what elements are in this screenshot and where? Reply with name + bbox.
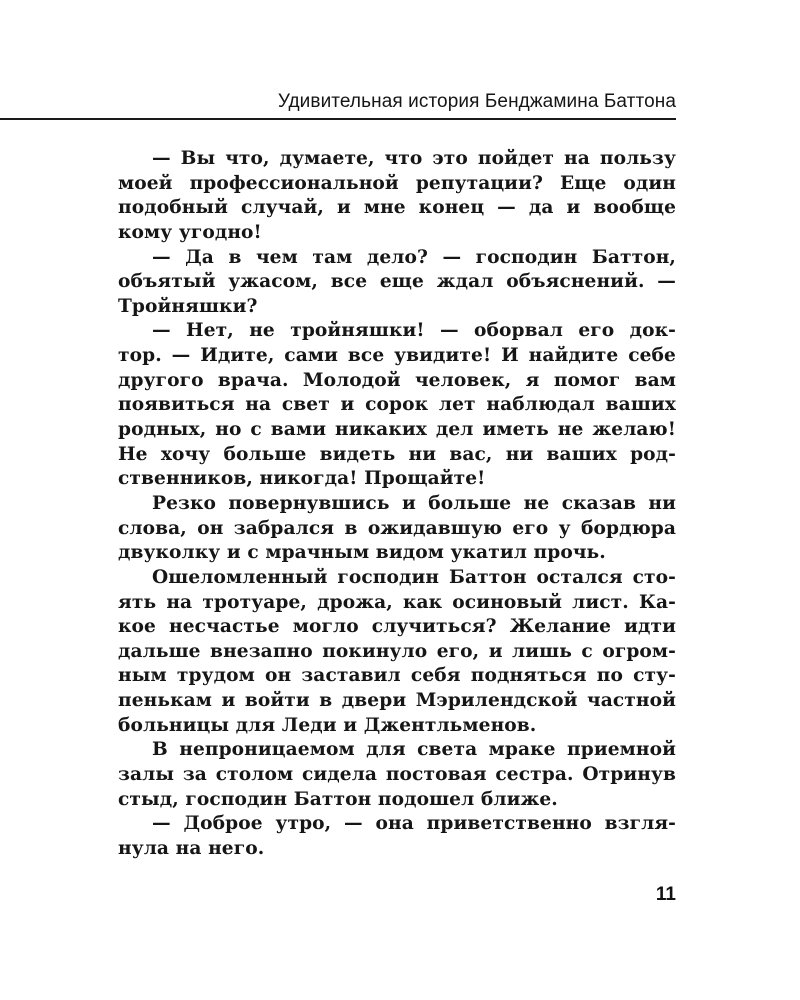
text-line: залы за столом сидела постовая сестра. Отринув <box>118 764 676 786</box>
text-line: дальше внезапно покинуло его, и лишь с огром- <box>118 640 676 662</box>
page-number: 11 <box>655 884 676 905</box>
text-line: слова, он забрался в ожидавшую его у бордюра <box>118 517 676 539</box>
text-line: Ошеломленный господин Баттон остался сто- <box>152 566 676 588</box>
text-line: тор. — Идите, сами все увидите! И найдите себе <box>118 345 676 367</box>
text-line: — Вы что, думаете, что это пойдет на пользу <box>152 148 676 169</box>
text-line: кое несчастье могло случиться? Желание идти <box>118 616 676 638</box>
running-head-title: Удивительная история Бенджамина Баттона <box>277 91 676 112</box>
text-line: В непроницаемом для света мраке приемной <box>152 739 676 761</box>
text-line: кому угодно! <box>118 221 262 243</box>
text-line: — Нет, не тройняшки! — оборвал его док- <box>152 320 676 342</box>
text-line: подобный случай, и мне конец — да и вообще <box>118 197 676 219</box>
text-line: Резко повернувшись и больше не сказав ни <box>152 492 676 514</box>
text-line: стыд, господин Баттон подошел ближе. <box>118 788 558 810</box>
text-line: нула на него. <box>118 837 265 859</box>
text-line: Не хочу больше видеть ни вас, ни ваших род- <box>118 443 676 465</box>
text-line: Тройняшки? <box>118 295 258 317</box>
text-line: — Доброе утро, — она приветственно взгля- <box>152 813 676 835</box>
text-line: другого врача. Молодой человек, я помог вам <box>118 369 676 391</box>
text-line: — Да в чем там дело? — господин Баттон, <box>152 246 676 268</box>
text-line: двуколку и с мрачным видом укатил прочь. <box>118 542 606 564</box>
text-line: родных, но с вами никаких дел иметь не желаю! <box>118 419 676 441</box>
text-line: появиться на свет и сорок лет наблюдал ваших <box>118 394 676 416</box>
text-line: пенькам и войти в двери Мэрилендской частной <box>118 690 676 712</box>
running-head <box>0 88 676 120</box>
text-line: больницы для Леди и Джентльменов. <box>118 714 537 736</box>
text-line: ным трудом он заставил себя подняться по сту- <box>118 665 676 687</box>
text-line: ять на тротуаре, дрожа, как осиновый лист. Ка- <box>118 591 676 613</box>
text-line: ственников, никогда! Прощайте! <box>118 468 486 490</box>
body-text <box>118 147 676 862</box>
text-line: объятый ужасом, все еще ждал объяснений. — <box>118 271 676 293</box>
text-line: моей профессиональной репутации? Еще один <box>118 172 676 194</box>
